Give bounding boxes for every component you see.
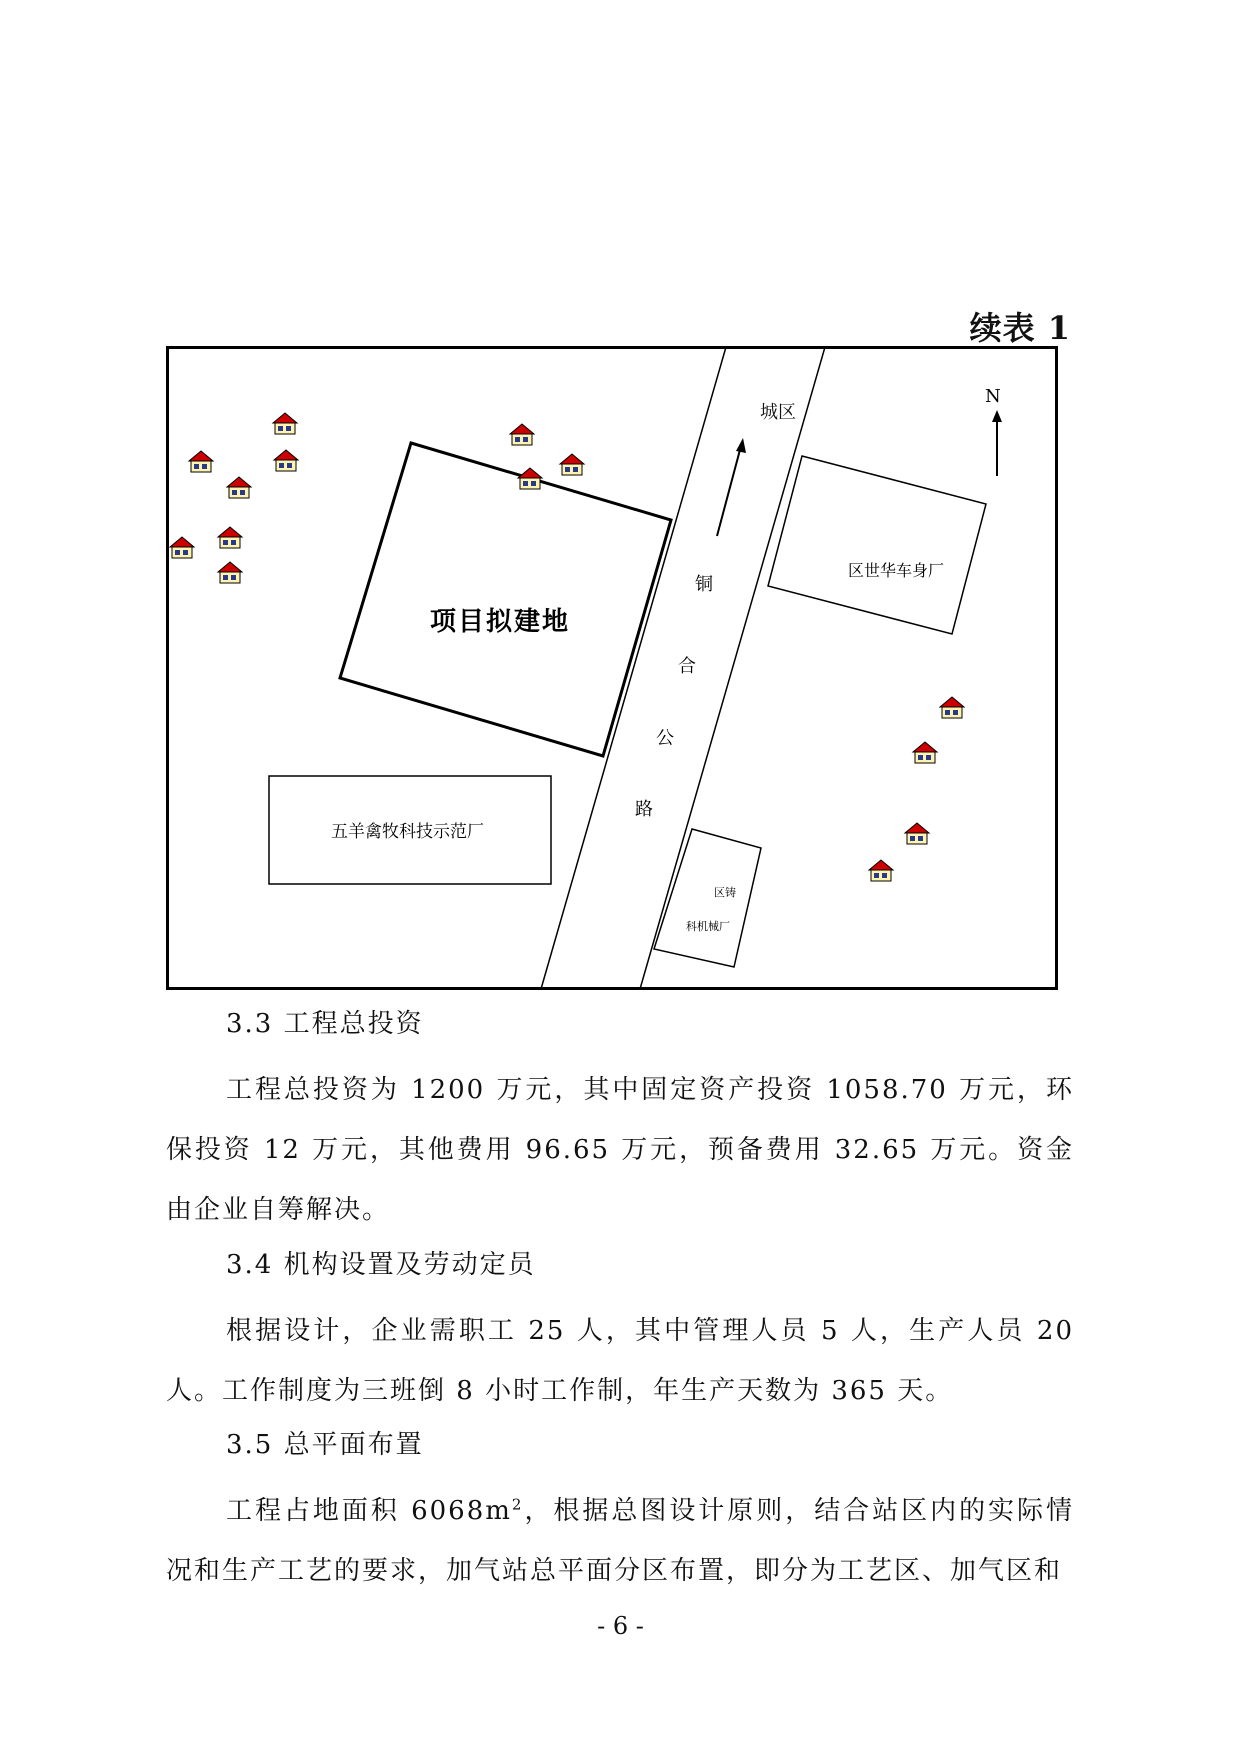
section-3-3-paragraph: 工程总投资为 1200 万元，其中固定资产投资 1058.70 万元，环保投资 12 万元，其他费用 96.65 万元，预备费用 32.65 万元。资金由企业自筹解决。 [166, 1075, 1074, 1225]
area-text: 工程占地面积 6068m [226, 1496, 512, 1526]
section-3-3-body [166, 1060, 1074, 1240]
section-3-4-paragraph: 根据设计，企业需职工 25 人，其中管理人员 5 人，生产人员 20 人。工作制度为三班倒 8 小时工作制，年生产天数为 365 天。 [166, 1316, 1074, 1406]
north-label: N [985, 386, 1001, 407]
section-3-5-paragraph [166, 1481, 1074, 1601]
map-border [168, 348, 1057, 989]
road-char-4: 路 [635, 799, 653, 820]
road-char-1: 铜 [695, 574, 713, 595]
section-3-5-heading: 3.5 总平面布置 [226, 1430, 424, 1460]
direction-label: 城区 [760, 402, 796, 423]
factory-small-label-2: 科机械厂 [686, 920, 730, 933]
road-char-3: 公 [656, 728, 674, 749]
section-3-4-heading: 3.4 机构设置及劳动定员 [226, 1250, 536, 1280]
section-3-3-heading: 3.3 工程总投资 [226, 1009, 424, 1039]
section-3-5-body [166, 1481, 1074, 1601]
area-unit-superscript: 2 [511, 1495, 524, 1514]
factory-left-label: 五羊禽牧科技示范厂 [331, 822, 484, 842]
factory-right-label: 区世华车身厂 [848, 561, 945, 580]
page-number: - 6 - [597, 1612, 644, 1640]
road-char-2: 合 [678, 656, 696, 677]
layout-text: ，根据总图设计原则，结合站区内的实际情况和生产工艺的要求，加气站总平面分区布置，即分为工艺区、加气区和 [166, 1496, 1074, 1586]
factory-small-label-1: 区铸 [714, 886, 736, 899]
table-caption: 续表 1 [969, 309, 1071, 347]
project-site-label: 项目拟建地 [430, 607, 571, 637]
site-location-map [166, 346, 1058, 990]
section-3-4-body [166, 1301, 1074, 1421]
